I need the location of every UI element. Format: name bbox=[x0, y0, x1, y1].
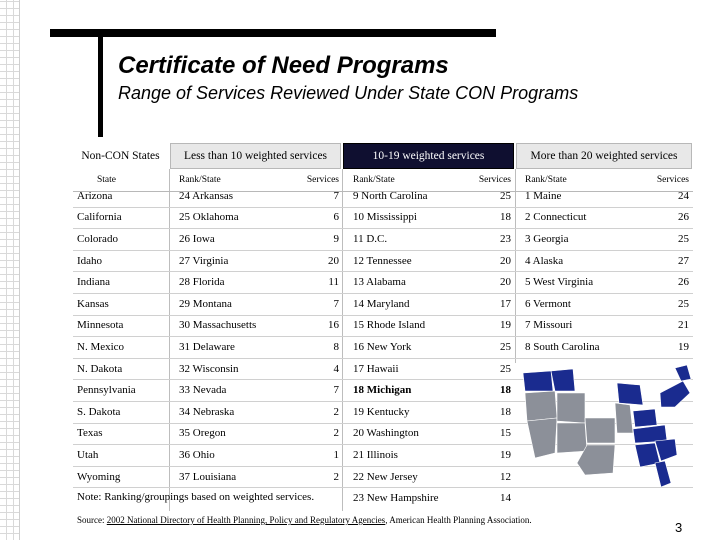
table-note: Note: Ranking/groupings based on weighted services. bbox=[77, 491, 315, 503]
column-header: Services bbox=[656, 174, 689, 185]
table-cell: 27 Virginia bbox=[179, 254, 229, 267]
table-cell: 26 bbox=[678, 276, 689, 289]
table-cell: 3 Georgia bbox=[525, 232, 569, 245]
table-cell: 32 Wisconsin bbox=[179, 362, 239, 375]
table-cell: 19 Kentucky bbox=[353, 405, 410, 418]
table-cell: 23 bbox=[500, 232, 511, 245]
table-cell: Utah bbox=[77, 448, 99, 461]
table-cell: 24 bbox=[678, 189, 689, 202]
table-cell: 11 bbox=[328, 276, 339, 289]
table-cell: 6 Vermont bbox=[525, 297, 571, 310]
page-number: 3 bbox=[675, 520, 683, 535]
table-cell: 19 bbox=[500, 448, 511, 461]
header-less-10: Less than 10 weighted services bbox=[170, 143, 341, 169]
table-cell: 37 Louisiana bbox=[179, 470, 237, 483]
table-cell: California bbox=[77, 211, 122, 224]
table-cell: 25 bbox=[500, 340, 511, 353]
table-row bbox=[73, 336, 693, 359]
table-cell: 12 Tennessee bbox=[353, 254, 412, 267]
table-cell: Arizona bbox=[77, 189, 113, 202]
table-cell: 14 Maryland bbox=[353, 297, 410, 310]
column-header: Services bbox=[306, 174, 339, 185]
table-cell: Wyoming bbox=[77, 470, 121, 483]
table-cell: 22 New Jersey bbox=[353, 470, 418, 483]
table-cell: 5 West Virginia bbox=[525, 276, 594, 289]
table-cell: 31 Delaware bbox=[179, 340, 235, 353]
table-cell: 30 Massachusetts bbox=[179, 319, 257, 332]
table-cell: 20 bbox=[500, 276, 511, 289]
table-cell: 29 Montana bbox=[179, 297, 232, 310]
table-cell: 10 Mississippi bbox=[353, 211, 417, 224]
table-cell: Minnesota bbox=[77, 319, 124, 332]
table-row bbox=[73, 293, 693, 316]
table-cell: 1 Maine bbox=[525, 189, 562, 202]
table-row bbox=[73, 228, 693, 251]
column-header: State bbox=[97, 174, 116, 185]
table-cell: 24 Arkansas bbox=[179, 189, 234, 202]
table-cell: 2 bbox=[333, 470, 339, 483]
source-citation: Source: 2002 National Directory of Health Planning, Policy and Regulatory Agencies, American Health Planning Association. bbox=[77, 515, 532, 525]
table-cell: 9 North Carolina bbox=[353, 189, 428, 202]
column-header: Rank/State bbox=[525, 174, 567, 185]
table-cell: 11 D.C. bbox=[353, 232, 388, 245]
table-cell: 26 Iowa bbox=[179, 232, 215, 245]
table-row bbox=[73, 207, 693, 230]
column-header: Services bbox=[478, 174, 511, 185]
table-cell: 35 Oregon bbox=[179, 427, 226, 440]
table-row bbox=[73, 315, 693, 338]
table-row bbox=[73, 185, 693, 208]
table-cell: 34 Nebraska bbox=[179, 405, 235, 418]
table-cell: N. Dakota bbox=[77, 362, 123, 375]
table-cell: Colorado bbox=[77, 232, 118, 245]
table-cell: Pennsylvania bbox=[77, 384, 136, 397]
table-cell: 21 Illinois bbox=[353, 448, 398, 461]
title-rule bbox=[50, 29, 496, 37]
header-more-20: More than 20 weighted services bbox=[516, 143, 692, 169]
table-cell: N. Mexico bbox=[77, 340, 125, 353]
table-cell: 15 bbox=[500, 427, 511, 440]
page-title: Certificate of Need Programs bbox=[118, 52, 449, 79]
table-cell: S. Dakota bbox=[77, 405, 121, 418]
header-non-con: Non-CON States bbox=[81, 150, 160, 162]
table-cell: 25 Oklahoma bbox=[179, 211, 239, 224]
table-cell: 12 bbox=[500, 470, 511, 483]
table-cell: Indiana bbox=[77, 276, 110, 289]
table-cell: 7 bbox=[333, 297, 339, 310]
table-cell: 17 bbox=[500, 297, 511, 310]
table-cell: 20 Washington bbox=[353, 427, 419, 440]
table-cell: 17 Hawaii bbox=[353, 362, 399, 375]
table-cell: 21 bbox=[678, 319, 689, 332]
table-cell: 8 bbox=[333, 340, 339, 353]
column-header: Rank/State bbox=[179, 174, 221, 185]
table-cell: 6 bbox=[333, 211, 339, 224]
table-cell: 20 bbox=[500, 254, 511, 267]
table-cell: 15 Rhode Island bbox=[353, 319, 426, 332]
page-subtitle: Range of Services Reviewed Under State CON Programs bbox=[118, 83, 579, 103]
table-row bbox=[73, 271, 693, 294]
header-10-19: 10-19 weighted services bbox=[343, 143, 514, 169]
table-cell: 13 Alabama bbox=[353, 276, 406, 289]
table-cell: 9 bbox=[333, 232, 339, 245]
table-cell: 7 bbox=[333, 384, 339, 397]
table-cell: Idaho bbox=[77, 254, 103, 267]
table-cell: 18 bbox=[500, 405, 511, 418]
table-cell: 25 bbox=[500, 362, 511, 375]
table-cell: 2 bbox=[333, 427, 339, 440]
table-cell: 18 bbox=[500, 384, 511, 397]
table-cell: 16 New York bbox=[353, 340, 412, 353]
table-cell: 2 Connecticut bbox=[525, 211, 587, 224]
table-cell: 25 bbox=[678, 297, 689, 310]
table-cell: 33 Nevada bbox=[179, 384, 227, 397]
table-cell: Kansas bbox=[77, 297, 109, 310]
decorative-stripe bbox=[0, 0, 20, 540]
table-cell: 2 bbox=[333, 405, 339, 418]
table-cell: 4 bbox=[333, 362, 339, 375]
table-cell: 28 Florida bbox=[179, 276, 225, 289]
title-accent-bar bbox=[98, 29, 103, 137]
table-cell: 23 New Hampshire bbox=[353, 492, 439, 505]
table-cell: 16 bbox=[328, 319, 339, 332]
table-cell: 1 bbox=[333, 448, 339, 461]
table-cell: 18 bbox=[500, 211, 511, 224]
table-cell: 26 bbox=[678, 211, 689, 224]
table-cell: 7 bbox=[333, 189, 339, 202]
table-cell: 7 Missouri bbox=[525, 319, 573, 332]
column-header: Rank/State bbox=[353, 174, 395, 185]
table-cell: 36 Ohio bbox=[179, 448, 215, 461]
table-cell: 14 bbox=[500, 492, 511, 505]
table-cell: 4 Alaska bbox=[525, 254, 564, 267]
table-row bbox=[73, 250, 693, 273]
table-cell: 27 bbox=[678, 254, 689, 267]
us-map-image bbox=[515, 363, 695, 491]
table-cell: Texas bbox=[77, 427, 103, 440]
table-cell: 19 bbox=[678, 340, 689, 353]
table-cell: 19 bbox=[500, 319, 511, 332]
table-cell: 25 bbox=[678, 232, 689, 245]
table-cell: 20 bbox=[328, 254, 339, 267]
table-cell: 25 bbox=[500, 189, 511, 202]
table-cell: 8 South Carolina bbox=[525, 340, 600, 353]
table-cell: 18 Michigan bbox=[353, 384, 412, 397]
